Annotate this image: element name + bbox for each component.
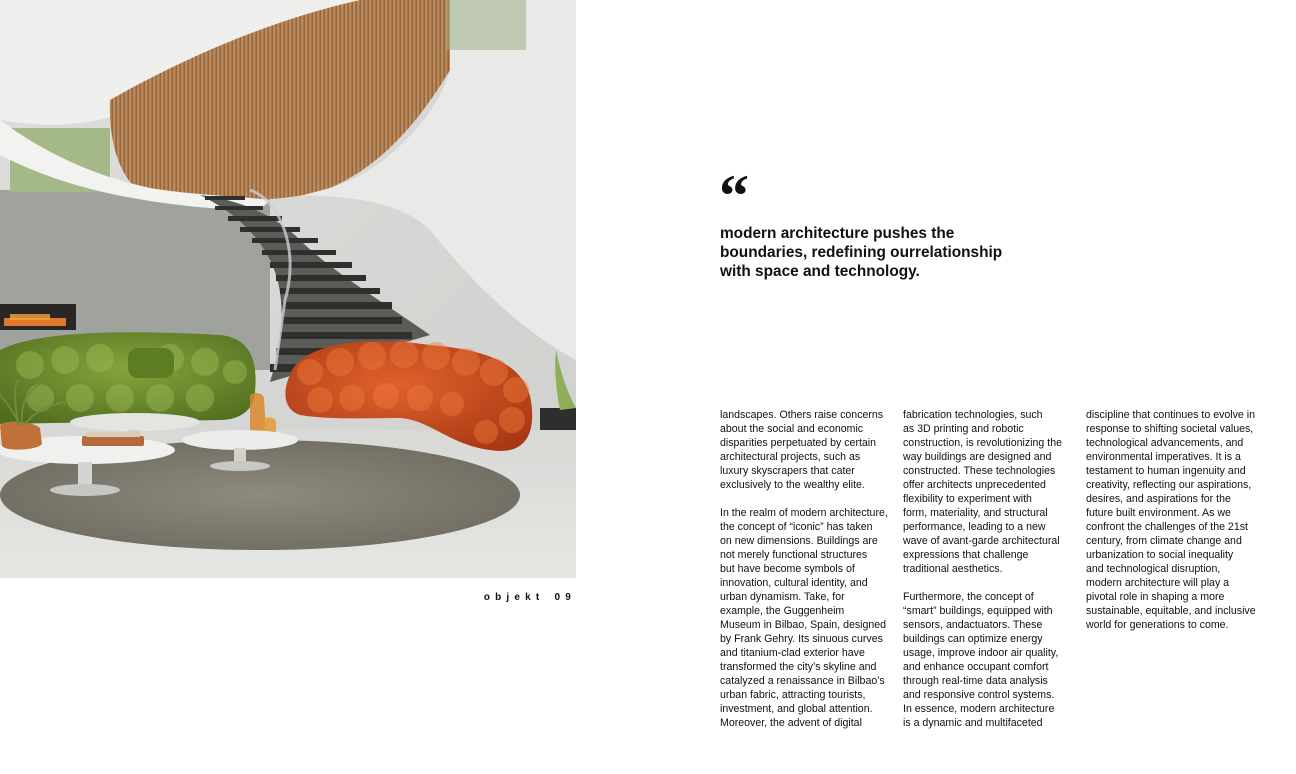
text-line: not merely functional structures (720, 549, 868, 561)
paragraph (903, 590, 1083, 730)
text-line: response to shifting societal values, (1086, 423, 1254, 435)
text-line: expressions that challenge (903, 549, 1029, 561)
text-line: on new dimensions. Buildings are (720, 535, 878, 547)
text-line: investment, and global attention. (720, 703, 873, 715)
page-number: 09 (554, 592, 576, 603)
text-line: and enhance occupant comfort (903, 661, 1049, 673)
text-line: urban dynamism. Take, for (720, 591, 845, 603)
text-line: and technological disruption, (1086, 563, 1221, 575)
text-line: catalyzed a renaissance in Bilbao’s (720, 675, 885, 687)
pull-quote-line: boundaries, redefining ourrelationship (720, 244, 1003, 261)
paragraph (720, 506, 900, 730)
text-line: form, materiality, and structural (903, 507, 1048, 519)
text-line: innovation, cultural identity, and (720, 577, 868, 589)
green-sofa (0, 332, 256, 424)
text-line: way buildings are designed and (903, 451, 1052, 463)
text-line: Museum in Bilbao, Spain, designed (720, 619, 887, 631)
text-line: but have become symbols of (720, 563, 855, 575)
pull-quote (720, 224, 1020, 281)
body-column-2 (903, 408, 1083, 730)
text-line: fabrication technologies, such (903, 409, 1043, 421)
text-line: testament to human ingenuity and (1086, 465, 1246, 477)
text-line: sustainable, equitable, and inclusive (1086, 605, 1256, 617)
paragraph (720, 408, 900, 492)
text-line: sensors, andactuators. These (903, 619, 1043, 631)
text-line: by Frank Gehry. Its sinuous curves (720, 633, 883, 645)
text-line: flexibility to experiment with (903, 493, 1032, 505)
magazine-name: objekt (483, 592, 545, 603)
text-line: confront the challenges of the 21st (1086, 521, 1248, 533)
text-line: as 3D printing and robotic (903, 423, 1024, 435)
text-line: In essence, modern architecture (903, 703, 1055, 715)
text-line: technological advancements, and (1086, 437, 1244, 449)
body-column-3 (1086, 408, 1286, 632)
text-line: usage, improve indoor air quality, (903, 647, 1059, 659)
text-line: century, from climate change and (1086, 535, 1242, 547)
text-line: wave of avant-garde architectural (903, 535, 1060, 547)
text-line: landscapes. Others raise concerns (720, 409, 884, 421)
text-line: transformed the city’s skyline and (720, 661, 877, 673)
text-line: desires, and aspirations for the (1086, 493, 1231, 505)
interior-illustration (0, 0, 576, 578)
text-line: architectural projects, such as (720, 451, 861, 463)
text-line: offer architects unprecedented (903, 479, 1046, 491)
text-line: the concept of “iconic” has taken (720, 521, 873, 533)
text-line: traditional aesthetics. (903, 563, 1003, 575)
text-line: creativity, reflecting our aspirations, (1086, 479, 1252, 491)
pull-quote-line: with space and technology. (720, 263, 920, 280)
text-line: luxury skyscrapers that cater (720, 465, 855, 477)
paragraph (1086, 408, 1286, 632)
text-line: discipline that continues to evolve in (1086, 409, 1256, 421)
text-line: “smart” buildings, equipped with (903, 605, 1053, 617)
text-line: example, the Guggenheim (720, 605, 845, 617)
body-column-1 (720, 408, 900, 730)
pull-quote-line: modern architecture pushes the (720, 225, 955, 242)
text-line: about the social and economic (720, 423, 864, 435)
text-line: constructed. These technologies (903, 465, 1056, 477)
text-line: construction, is revolutionizing the (903, 437, 1062, 449)
text-line: world for generations to come. (1086, 619, 1229, 631)
text-line: is a dynamic and multifaceted (903, 717, 1043, 729)
interior-photo (0, 0, 576, 578)
quote-mark: “ (719, 163, 749, 229)
text-line: through real-time data analysis (903, 675, 1048, 687)
text-line: environmental imperatives. It is a (1086, 451, 1241, 463)
text-line: performance, leading to a new (903, 521, 1046, 533)
text-line: Moreover, the advent of digital (720, 717, 862, 729)
text-line: and titanium-clad exterior have (720, 647, 865, 659)
text-line: pivotal role in shaping a more (1086, 591, 1225, 603)
text-line: In the realm of modern architecture, (720, 507, 888, 519)
text-line: exclusively to the wealthy elite. (720, 479, 865, 491)
text-line: modern architecture will play a (1086, 577, 1230, 589)
text-line: and responsive control systems. (903, 689, 1055, 701)
text-line: buildings can optimize energy (903, 633, 1043, 645)
paragraph (903, 408, 1083, 576)
text-line: future built environment. As we (1086, 507, 1231, 519)
text-line: Furthermore, the concept of (903, 591, 1034, 603)
folio (440, 592, 576, 603)
text-line: urban fabric, attracting tourists, (720, 689, 866, 701)
text-line: disparities perpetuated by certain (720, 437, 877, 449)
text-line: urbanization to social inequality (1086, 549, 1234, 561)
